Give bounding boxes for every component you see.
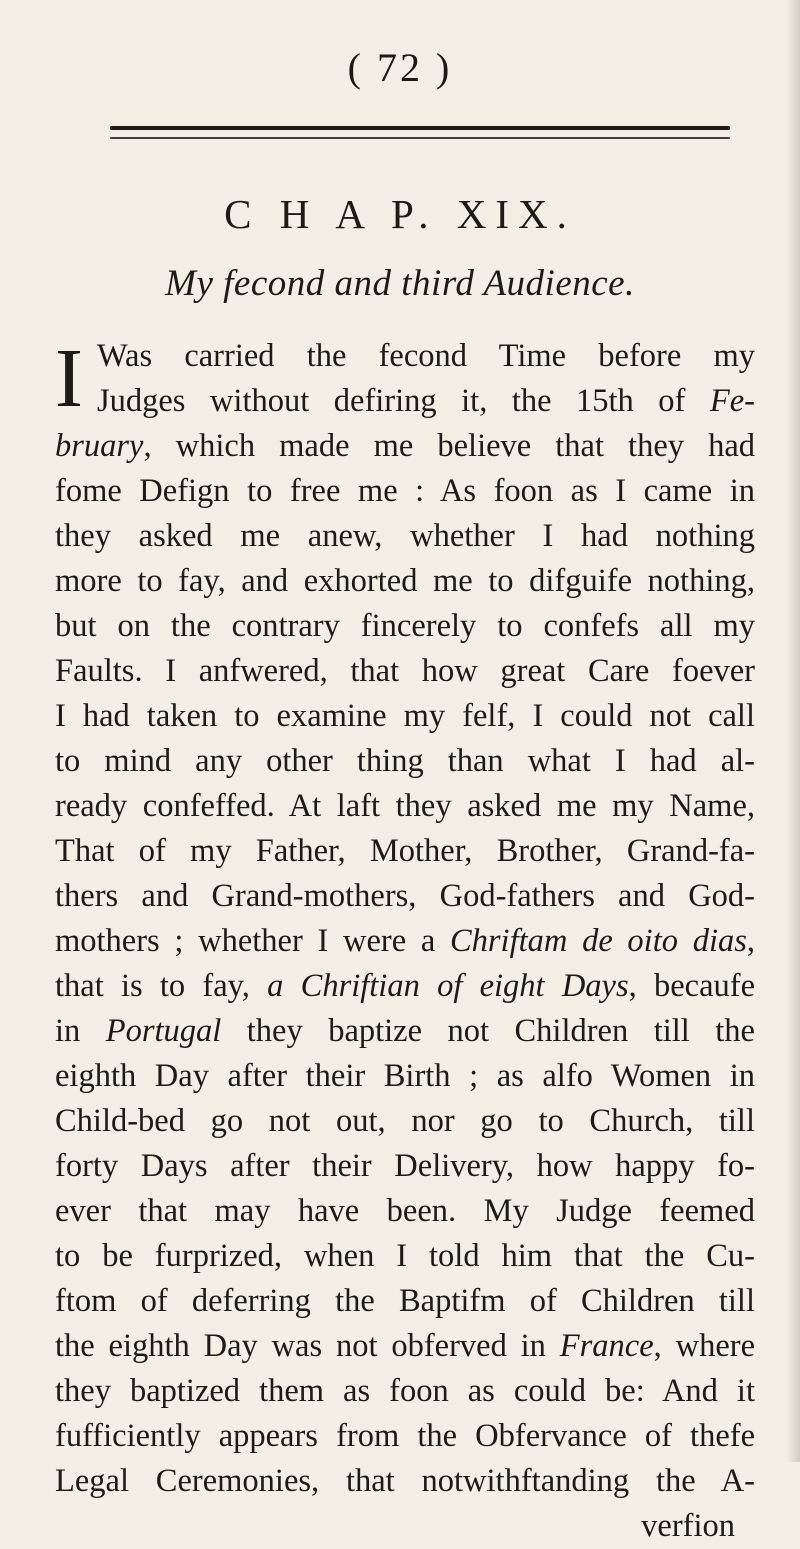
page-number: ( 72 ): [347, 45, 453, 90]
roman-text: they baptized them as foon as could be: And it: [55, 1373, 755, 1409]
text-line: [55, 334, 755, 379]
roman-text: eighth Day after their Birth ; as alfo Women in: [55, 1058, 755, 1094]
roman-text: , where: [653, 1328, 755, 1364]
roman-text: mothers ; whether I were a: [55, 923, 450, 959]
drop-cap: I: [55, 332, 83, 425]
text-line: [55, 874, 755, 919]
text-line: [55, 469, 755, 514]
text-line: [55, 964, 755, 1009]
roman-text: forty Days after their Delivery, how happy fo-: [55, 1148, 755, 1184]
text-line: [55, 559, 755, 604]
roman-text: in: [55, 1013, 106, 1049]
roman-text: , becaufe: [628, 968, 755, 1004]
roman-text: to be furprized, when I told him that the Cu-: [55, 1238, 755, 1274]
text-line: [55, 1414, 755, 1459]
roman-text: Legal Ceremonies, that notwithftanding the A-: [55, 1463, 755, 1499]
roman-text: more to fay, and exhorted me to difguife nothing,: [55, 563, 755, 599]
text-line: [55, 1369, 755, 1414]
text-line: [55, 604, 755, 649]
text-line: [55, 1099, 755, 1144]
chapter-heading: C H A P. XIX.: [224, 191, 576, 237]
text-line: [55, 919, 755, 964]
roman-text: ever that may have been. My Judge feemed: [55, 1193, 755, 1229]
text-line: [55, 649, 755, 694]
roman-text: to mind any other thing than what I had al-: [55, 743, 755, 779]
chapter-subtitle: My fecond and third Audience.: [165, 263, 635, 304]
roman-text: fufficiently appears from the Obfervance of thefe: [55, 1418, 755, 1454]
text-line: [55, 829, 755, 874]
roman-text: ftom of deferring the Baptifm of Children till: [55, 1283, 755, 1319]
text-line: [55, 1459, 755, 1504]
text-line: [55, 739, 755, 784]
text-line: [55, 784, 755, 829]
italic-text: France: [559, 1328, 654, 1364]
italic-text: bruary: [55, 428, 144, 464]
text-line: [55, 694, 755, 739]
text-lines: [55, 334, 755, 1504]
body-text: [55, 334, 755, 1549]
text-line: [55, 1189, 755, 1234]
text-line: [55, 514, 755, 559]
text-line: [55, 1234, 755, 1279]
italic-text: Portugal: [105, 1013, 222, 1049]
roman-text: the eighth Day was not obferved in: [55, 1328, 560, 1364]
roman-text: that is to fay,: [55, 968, 268, 1004]
text-line: [55, 1054, 755, 1099]
text-line: [55, 1279, 755, 1324]
roman-text: ,: [746, 923, 755, 959]
roman-text: they baptize not Children till the: [221, 1013, 755, 1049]
roman-text: but on the contrary fincerely to confefs all my: [55, 608, 755, 644]
italic-text: Fe-: [709, 383, 755, 419]
roman-text: I had taken to examine my felf, I could not call: [55, 698, 755, 734]
roman-text: fome Defign to free me : As foon as I came in: [55, 473, 755, 509]
roman-text: they asked me anew, whether I had nothing: [55, 518, 755, 554]
roman-text: Judges without defiring it, the 15th of: [96, 383, 710, 419]
catchword: verfion: [641, 1508, 735, 1544]
italic-text: a Chriftian of eight Days: [267, 968, 629, 1004]
text-line: [55, 1324, 755, 1369]
text-line: [55, 1009, 755, 1054]
roman-text: Faults. I anfwered, that how great Care foever: [55, 653, 755, 689]
text-line: [55, 1144, 755, 1189]
roman-text: thers and Grand-mothers, God-fathers and God-: [55, 878, 755, 914]
roman-text: , which made me believe that they had: [143, 428, 755, 464]
header-rule-thick: [110, 126, 730, 130]
text-line: [55, 424, 755, 469]
roman-text: That of my Father, Mother, Brother, Grand-fa-: [55, 833, 755, 869]
roman-text: Child-bed go not out, nor go to Church, till: [55, 1103, 755, 1139]
header-rule-thin: [110, 137, 730, 139]
roman-text: ready confeffed. At laft they asked me my Name,: [55, 788, 755, 824]
roman-text: Was carried the fecond Time before my: [96, 338, 755, 374]
text-line: [55, 379, 755, 424]
italic-text: Chriftam de oito dias: [449, 923, 747, 959]
